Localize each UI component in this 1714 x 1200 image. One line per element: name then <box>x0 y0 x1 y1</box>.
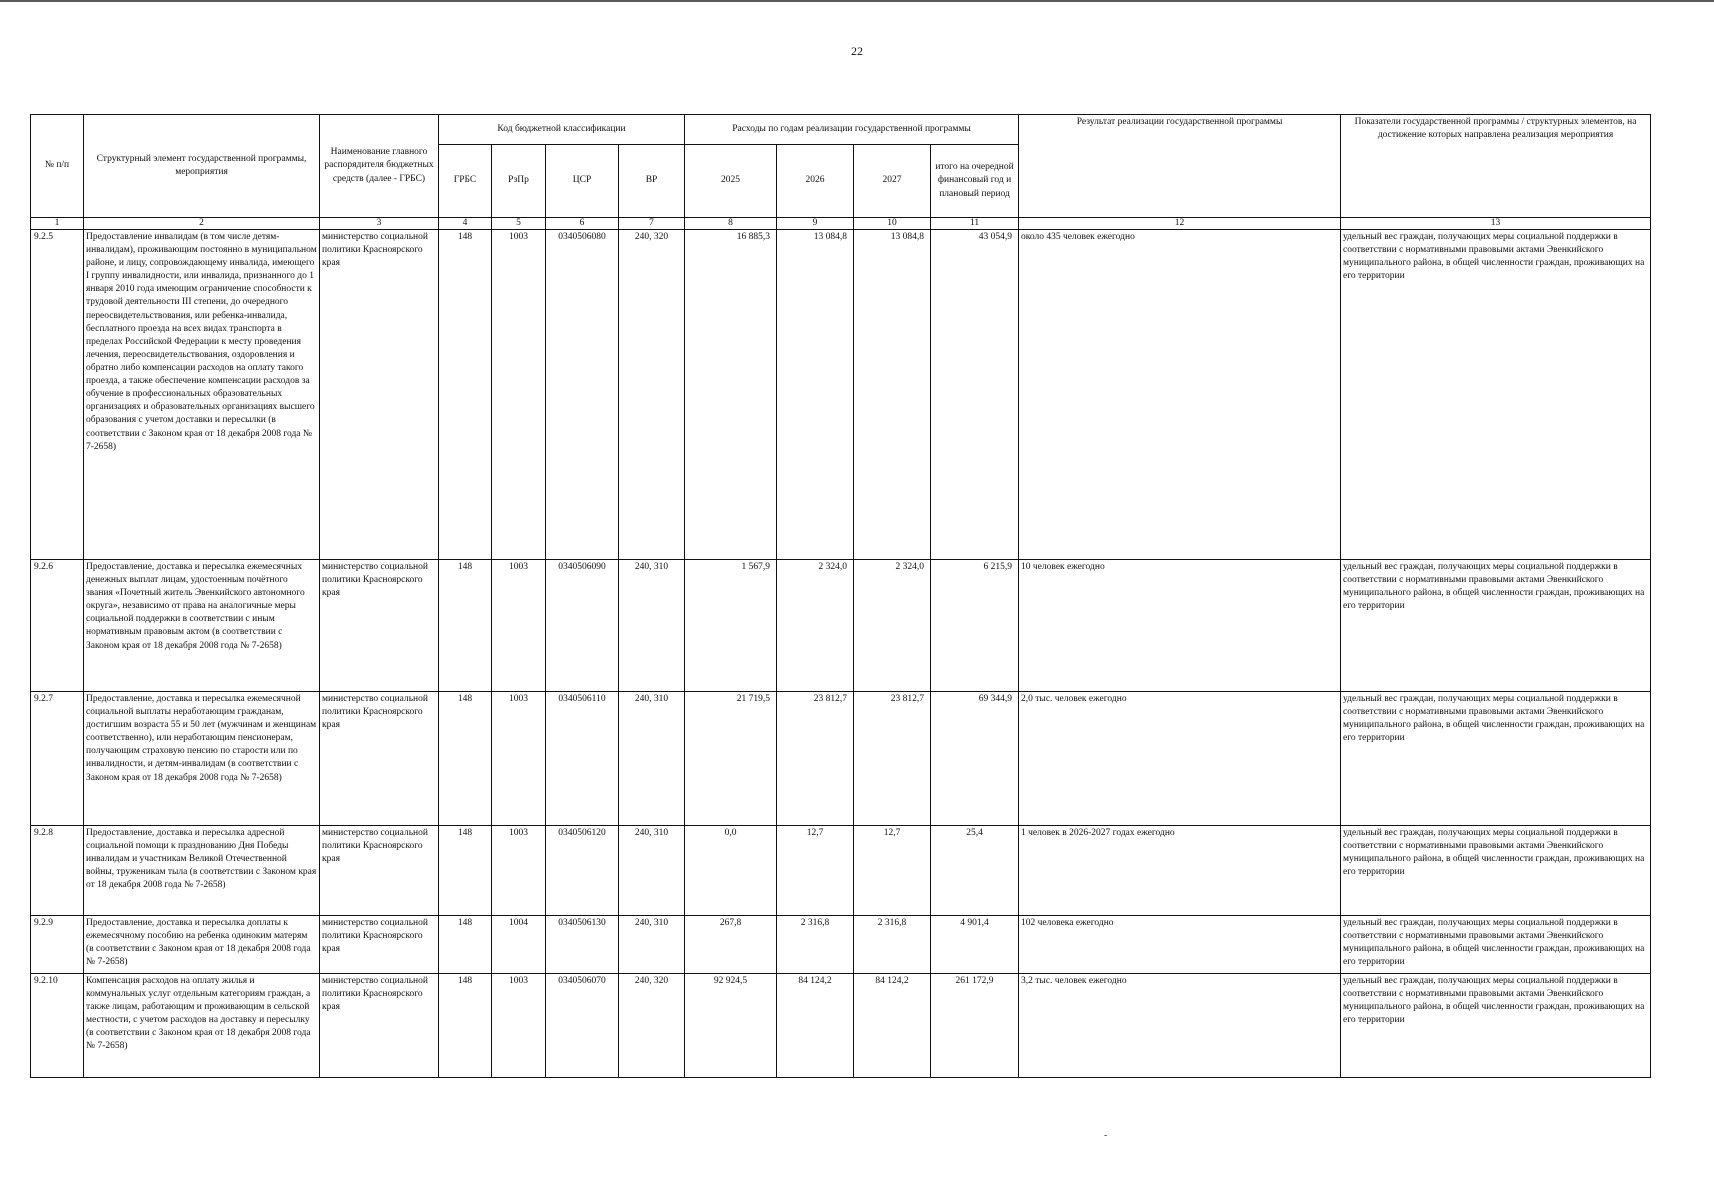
row-grbs-name: министерство социальной политики Красноярского края <box>320 825 439 915</box>
row-number: 9.2.6 <box>31 559 84 691</box>
row-rzpr: 1003 <box>492 825 546 915</box>
table-row <box>31 915 1651 973</box>
row-2026: 2 324,0 <box>777 559 854 691</box>
header-vr: ВР <box>619 145 685 218</box>
row-2026: 2 316,8 <box>777 915 854 973</box>
row-vr: 240, 310 <box>619 825 685 915</box>
header-year-2027: 2027 <box>854 145 931 218</box>
row-indicator: удельный вес граждан, получающих меры социальной поддержки в соответствии с нормативными правовыми актами Эвенкийского муниципального района, в общей численности граждан, проживающих на его территории <box>1341 559 1651 691</box>
header-indicators: Показатели государственной программы / структурных элементов, на достижение которых направлена реализация мероприятия <box>1341 115 1651 218</box>
row-rzpr: 1004 <box>492 915 546 973</box>
row-2026: 13 084,8 <box>777 229 854 559</box>
row-vr: 240, 310 <box>619 915 685 973</box>
row-number: 9.2.5 <box>31 229 84 559</box>
row-2027: 12,7 <box>854 825 931 915</box>
column-numbers-row <box>31 218 1651 230</box>
row-grbs-name: министерство социальной политики Красноярского края <box>320 691 439 825</box>
row-csr: 0340506080 <box>546 229 619 559</box>
row-vr: 240, 310 <box>619 559 685 691</box>
column-number: 10 <box>854 218 931 230</box>
row-rzpr: 1003 <box>492 973 546 1077</box>
row-total: 4 901,4 <box>931 915 1019 973</box>
header-element: Структурный элемент государственной программы, мероприятия <box>84 115 320 218</box>
header-total: итого на очередной финансовый год и плановый период <box>931 145 1019 218</box>
table-row <box>31 559 1651 691</box>
row-2027: 2 316,8 <box>854 915 931 973</box>
row-grbs-name: министерство социальной политики Красноярского края <box>320 229 439 559</box>
budget-program-table <box>30 114 1651 1078</box>
header-num: № п/п <box>31 115 84 218</box>
row-2027: 2 324,0 <box>854 559 931 691</box>
row-indicator: удельный вес граждан, получающих меры социальной поддержки в соответствии с нормативными правовыми актами Эвенкийского муниципального района, в общей численности граждан, проживающих на его территории <box>1341 825 1651 915</box>
row-number: 9.2.7 <box>31 691 84 825</box>
header-grbs: ГРБС <box>439 145 492 218</box>
row-csr: 0340506130 <box>546 915 619 973</box>
row-vr: 240, 320 <box>619 229 685 559</box>
row-grbs: 148 <box>439 825 492 915</box>
row-total: 261 172,9 <box>931 973 1019 1077</box>
row-element: Предоставление, доставка и пересылка доплаты к ежемесячному пособию на ребенка одиноким матерям (в соответствии с Законом края от 18 декабря 2008 года № 7-2658) <box>84 915 320 973</box>
column-number: 7 <box>619 218 685 230</box>
row-2025: 21 719,5 <box>685 691 777 825</box>
page-number: 22 <box>851 44 863 58</box>
header-grbs-name: Наименование главного распорядителя бюджетных средств (далее - ГРБС) <box>320 115 439 218</box>
row-2027: 13 084,8 <box>854 229 931 559</box>
row-element: Предоставление, доставка и пересылка адресной социальной помощи к празднованию Дня Победы инвалидам и участникам Великой Отечественной войны, труженикам тыла (в соответствии с Законом края от 18 декабря 2008 года № 7-2658) <box>84 825 320 915</box>
row-indicator: удельный вес граждан, получающих меры социальной поддержки в соответствии с нормативными правовыми актами Эвенкийского муниципального района, в общей численности граждан, проживающих на его территории <box>1341 691 1651 825</box>
row-grbs-name: министерство социальной политики Красноярского края <box>320 559 439 691</box>
row-2027: 84 124,2 <box>854 973 931 1077</box>
row-2025: 267,8 <box>685 915 777 973</box>
table-row <box>31 973 1651 1077</box>
row-csr: 0340506090 <box>546 559 619 691</box>
column-number: 5 <box>492 218 546 230</box>
column-number: 4 <box>439 218 492 230</box>
row-number: 9.2.9 <box>31 915 84 973</box>
header-rzpr: РзПр <box>492 145 546 218</box>
row-2027: 23 812,7 <box>854 691 931 825</box>
row-2026: 12,7 <box>777 825 854 915</box>
row-2025: 16 885,3 <box>685 229 777 559</box>
row-result: 102 человека ежегодно <box>1019 915 1341 973</box>
column-number: 9 <box>777 218 854 230</box>
row-result: 1 человек в 2026-2027 годах ежегодно <box>1019 825 1341 915</box>
row-vr: 240, 310 <box>619 691 685 825</box>
row-csr: 0340506110 <box>546 691 619 825</box>
row-number: 9.2.10 <box>31 973 84 1077</box>
row-grbs-name: министерство социальной политики Красноярского края <box>320 915 439 973</box>
header-csr: ЦСР <box>546 145 619 218</box>
scan-top-edge <box>0 0 1714 2</box>
row-result: 10 человек ежегодно <box>1019 559 1341 691</box>
row-2026: 84 124,2 <box>777 973 854 1077</box>
row-csr: 0340506120 <box>546 825 619 915</box>
row-grbs-name: министерство социальной политики Красноярского края <box>320 973 439 1077</box>
row-rzpr: 1003 <box>492 229 546 559</box>
row-grbs: 148 <box>439 915 492 973</box>
column-number: 3 <box>320 218 439 230</box>
header-year-2025: 2025 <box>685 145 777 218</box>
row-2025: 1 567,9 <box>685 559 777 691</box>
column-number: 11 <box>931 218 1019 230</box>
row-vr: 240, 320 <box>619 973 685 1077</box>
row-grbs: 148 <box>439 691 492 825</box>
row-rzpr: 1003 <box>492 559 546 691</box>
column-number: 12 <box>1019 218 1341 230</box>
row-indicator: удельный вес граждан, получающих меры социальной поддержки в соответствии с нормативными правовыми актами Эвенкийского муниципального района, в общей численности граждан, проживающих на его территории <box>1341 915 1651 973</box>
row-total: 69 344,9 <box>931 691 1019 825</box>
row-total: 25,4 <box>931 825 1019 915</box>
column-number: 8 <box>685 218 777 230</box>
row-result: 3,2 тыс. человек ежегодно <box>1019 973 1341 1077</box>
scan-artifact-mark: - <box>1104 1130 1108 1141</box>
row-grbs: 148 <box>439 973 492 1077</box>
row-element: Предоставление инвалидам (в том числе детям-инвалидам), проживающим постоянно в муниципальном районе, и лицу, сопровождающему инвалида, имеющего I группу инвалидности, или инвалида, признанного до 1 января 2010 года имеющим ограничение способности к трудовой деятельности III степени, до очередного переосвидетельствования, или ребенка-инвалида, бесплатного проезда на всех видах транспорта в пределах Российской Федерации к месту проведения лечения, переосвидетельствования, оздоровления и обратно либо компенсации расходов на оплату такого проезда, а также обеспечение компенсации расходов за обучение в профессиональных образовательных организациях и образовательных организациях высшего образования с учетом доставки и пересылки (в соответствии с Законом края от 18 декабря 2008 года № 7-2658) <box>84 229 320 559</box>
row-indicator: удельный вес граждан, получающих меры социальной поддержки в соответствии с нормативными правовыми актами Эвенкийского муниципального района, в общей численности граждан, проживающих на его территории <box>1341 229 1651 559</box>
header-budget-code: Код бюджетной классификации <box>439 115 685 145</box>
row-2026: 23 812,7 <box>777 691 854 825</box>
column-number: 2 <box>84 218 320 230</box>
table-row <box>31 691 1651 825</box>
row-grbs: 148 <box>439 229 492 559</box>
column-number: 1 <box>31 218 84 230</box>
row-element: Компенсация расходов на оплату жилья и коммунальных услуг отдельным категориям граждан, а также лицам, работающим и проживающим в сельской местности, с учетом расходов на доставку и пересылку (в соответствии с Законом края от 18 декабря 2008 года № 7-2658) <box>84 973 320 1077</box>
row-rzpr: 1003 <box>492 691 546 825</box>
row-grbs: 148 <box>439 559 492 691</box>
row-result: 2,0 тыс. человек ежегодно <box>1019 691 1341 825</box>
row-number: 9.2.8 <box>31 825 84 915</box>
row-csr: 0340506070 <box>546 973 619 1077</box>
header-result: Результат реализации государственной программы <box>1019 115 1341 218</box>
row-2025: 0,0 <box>685 825 777 915</box>
header-year-2026: 2026 <box>777 145 854 218</box>
table-row <box>31 229 1651 559</box>
header-expenses: Расходы по годам реализации государственной программы <box>685 115 1019 145</box>
row-total: 6 215,9 <box>931 559 1019 691</box>
row-element: Предоставление, доставка и пересылка ежемесячных денежных выплат лицам, удостоенным почётного звания «Почетный житель Эвенкийского автономного округа», независимо от права на аналогичные меры социальной поддержки в соответствии с иным нормативным правовым актом (в соответствии с Законом края от 18 декабря 2008 года № 7-2658) <box>84 559 320 691</box>
row-indicator: удельный вес граждан, получающих меры социальной поддержки в соответствии с нормативными правовыми актами Эвенкийского муниципального района, в общей численности граждан, проживающих на его территории <box>1341 973 1651 1077</box>
row-2025: 92 924,5 <box>685 973 777 1077</box>
row-result: около 435 человек ежегодно <box>1019 229 1341 559</box>
column-number: 13 <box>1341 218 1651 230</box>
row-total: 43 054,9 <box>931 229 1019 559</box>
column-number: 6 <box>546 218 619 230</box>
row-element: Предоставление, доставка и пересылка ежемесячной социальной выплаты неработающим гражданам, достигшим возраста 55 и 50 лет (мужчинам и женщинам соответственно), или неработающим пенсионерам, получающим страховую пенсию по старости или по инвалидности, и детям-инвалидам (в соответствии с Законом края от 18 декабря 2008 года № 7-2658) <box>84 691 320 825</box>
table-row <box>31 825 1651 915</box>
